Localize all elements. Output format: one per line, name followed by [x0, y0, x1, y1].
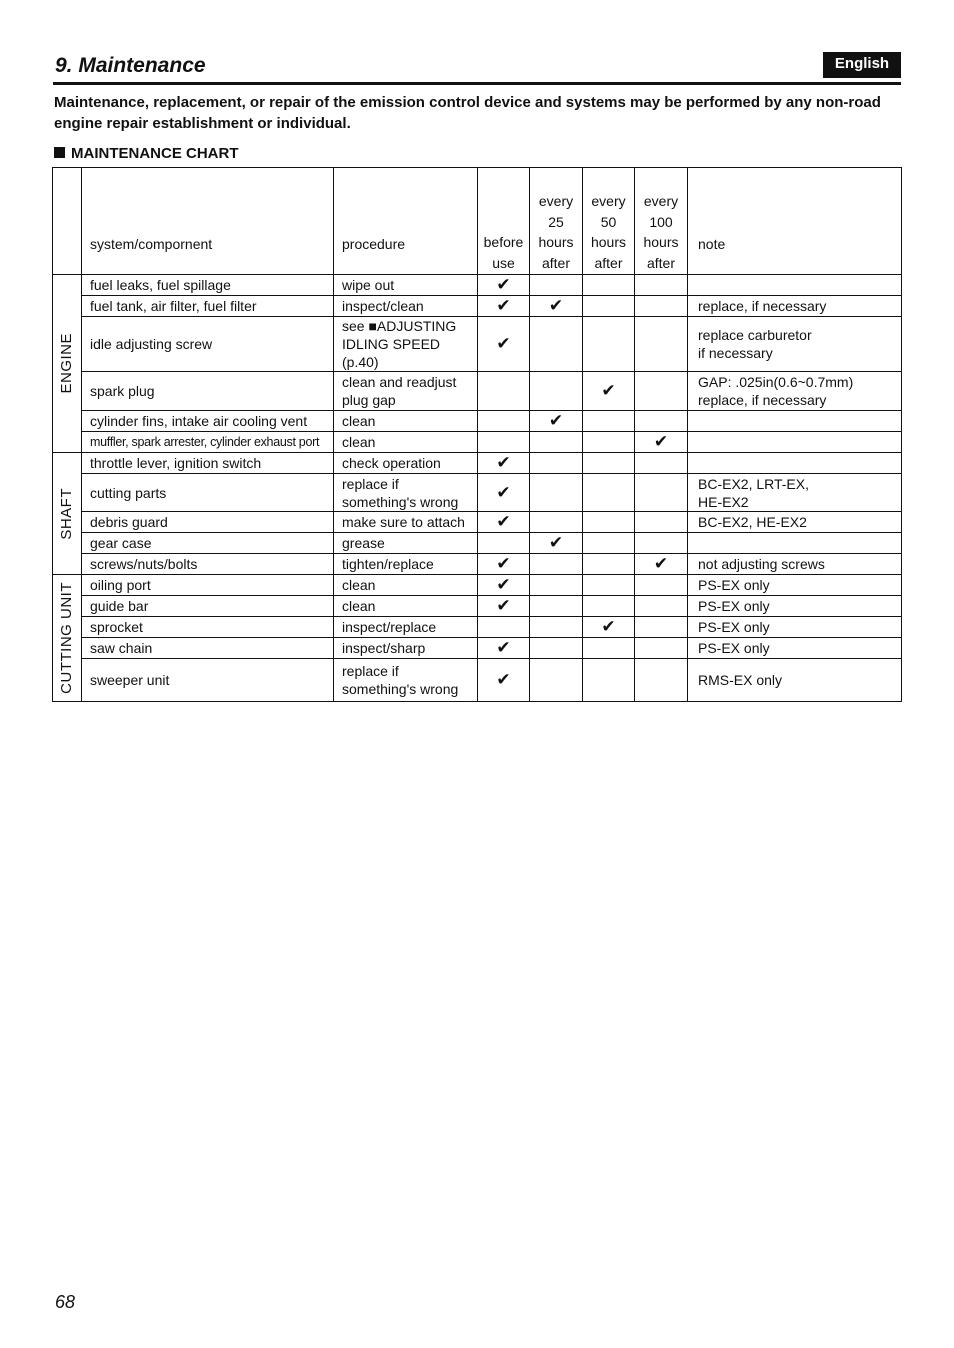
header-every-100	[635, 168, 688, 275]
check-every-100	[635, 474, 688, 512]
check-every-25	[530, 554, 583, 575]
table-row	[53, 617, 902, 638]
table-row	[53, 474, 902, 512]
table-row	[53, 275, 902, 296]
check-every-25	[530, 432, 583, 453]
note-cell	[688, 372, 902, 411]
procedure-cell: inspect/clean	[334, 296, 478, 317]
note-cell: PS-EX only	[688, 638, 902, 659]
check-before-use: ✔	[478, 554, 530, 575]
check-every-100	[635, 575, 688, 596]
check-before-use: ✔	[478, 659, 530, 702]
table-row	[53, 575, 902, 596]
note-cell: not adjusting screws	[688, 554, 902, 575]
note-line: BC-EX2, LRT-EX,	[698, 475, 810, 492]
check-every-50	[583, 659, 635, 702]
check-every-50	[583, 474, 635, 512]
check-every-100	[635, 638, 688, 659]
note-cell: PS-EX only	[688, 575, 902, 596]
system-cell: spark plug	[82, 372, 334, 411]
system-cell: guide bar	[82, 596, 334, 617]
check-every-25	[530, 372, 583, 411]
header-line: after	[646, 254, 675, 271]
section-label-cutting-unit	[53, 575, 82, 702]
check-every-50	[583, 512, 635, 533]
check-before-use	[478, 617, 530, 638]
procedure-cell: clean	[334, 575, 478, 596]
header-line: 25	[548, 213, 564, 230]
chart-heading	[54, 145, 239, 162]
procedure-line: something's wrong	[342, 493, 459, 510]
procedure-cell: clean	[334, 411, 478, 432]
header-line: hours	[643, 234, 679, 250]
header-line: every	[538, 193, 574, 209]
check-every-50	[583, 432, 635, 453]
note-line: GAP: .025in(0.6~0.7mm)	[698, 374, 854, 390]
header-before-use	[478, 168, 530, 275]
header-line: 50	[600, 213, 617, 230]
header-line: hours	[538, 234, 574, 250]
header-system: system/compornent	[82, 168, 334, 275]
section-label-text: ENGINE	[58, 333, 75, 394]
check-every-25	[530, 575, 583, 596]
check-every-50: ✔	[583, 372, 635, 411]
header-line: before	[483, 234, 524, 250]
header-line: use	[492, 254, 515, 271]
header-every-25	[530, 168, 583, 275]
system-cell: gear case	[82, 533, 334, 554]
note-cell: RMS-EX only	[688, 659, 902, 702]
procedure-cell	[334, 474, 478, 512]
header-every-50	[583, 168, 635, 275]
check-every-100: ✔	[635, 554, 688, 575]
note-cell: replace, if necessary	[688, 296, 902, 317]
check-every-50	[583, 596, 635, 617]
system-cell: idle adjusting screw	[82, 317, 334, 372]
procedure-line: clean and readjust	[342, 374, 457, 390]
procedure-line: replace if	[342, 475, 399, 492]
table-row	[53, 453, 902, 474]
note-cell: BC-EX2, HE-EX2	[688, 512, 902, 533]
page-title: 9. Maintenance	[55, 54, 206, 77]
system-cell: sprocket	[82, 617, 334, 638]
note-cell	[688, 453, 902, 474]
header-procedure: procedure	[334, 168, 478, 275]
check-before-use: ✔	[478, 296, 530, 317]
check-every-50	[583, 296, 635, 317]
procedure-cell: check operation	[334, 453, 478, 474]
check-every-25: ✔	[530, 411, 583, 432]
header-line: every	[591, 193, 626, 209]
page-number: 68	[55, 1292, 76, 1312]
table-row	[53, 296, 902, 317]
check-every-100	[635, 275, 688, 296]
header-line: after	[594, 254, 623, 271]
note-cell	[688, 411, 902, 432]
system-cell: oiling port	[82, 575, 334, 596]
procedure-cell: grease	[334, 533, 478, 554]
table-row	[53, 638, 902, 659]
check-every-100	[635, 533, 688, 554]
check-every-50	[583, 411, 635, 432]
check-every-25	[530, 596, 583, 617]
note-cell	[688, 317, 902, 372]
note-line: replace, if necessary	[698, 392, 827, 408]
check-every-50	[583, 575, 635, 596]
check-every-100	[635, 372, 688, 411]
check-every-50	[583, 453, 635, 474]
square-bullet-icon	[54, 147, 65, 158]
system-cell: cutting parts	[82, 474, 334, 512]
note-cell: PS-EX only	[688, 596, 902, 617]
system-cell: throttle lever, ignition switch	[82, 453, 334, 474]
note-cell: PS-EX only	[688, 617, 902, 638]
chart-heading-text: MAINTENANCE CHART	[71, 145, 239, 162]
table-row	[53, 554, 902, 575]
procedure-cell: inspect/sharp	[334, 638, 478, 659]
procedure-cell	[334, 659, 478, 702]
system-cell: cylinder fins, intake air cooling vent	[82, 411, 334, 432]
table-row	[53, 432, 902, 453]
check-every-100	[635, 512, 688, 533]
procedure-line: replace if	[342, 663, 399, 679]
check-every-25	[530, 659, 583, 702]
check-every-100	[635, 617, 688, 638]
table-row	[53, 317, 902, 372]
system-cell: screws/nuts/bolts	[82, 554, 334, 575]
procedure-cell: make sure to attach	[334, 512, 478, 533]
check-every-50	[583, 275, 635, 296]
section-label-shaft	[53, 453, 82, 575]
table-row	[53, 372, 902, 411]
note-line: HE-EX2	[698, 493, 749, 510]
check-every-100: ✔	[635, 432, 688, 453]
procedure-cell: clean	[334, 596, 478, 617]
check-every-25	[530, 453, 583, 474]
header-section-cell	[53, 168, 82, 275]
check-every-25	[530, 275, 583, 296]
procedure-line: plug gap	[342, 392, 396, 408]
header-line: 100	[649, 213, 673, 230]
system-cell: fuel leaks, fuel spillage	[82, 275, 334, 296]
table-row	[53, 512, 902, 533]
note-line: if necessary	[698, 345, 773, 361]
procedure-cell: inspect/replace	[334, 617, 478, 638]
check-before-use: ✔	[478, 474, 530, 512]
header-line: after	[541, 254, 570, 271]
check-every-50	[583, 317, 635, 372]
system-cell: sweeper unit	[82, 659, 334, 702]
procedure-line: see ■ADJUSTING	[342, 318, 457, 334]
check-every-25	[530, 512, 583, 533]
procedure-line: something's wrong	[342, 681, 459, 697]
maintenance-chart	[52, 167, 902, 702]
check-before-use	[478, 372, 530, 411]
note-cell	[688, 474, 902, 512]
check-every-50: ✔	[583, 617, 635, 638]
check-before-use: ✔	[478, 317, 530, 372]
check-before-use: ✔	[478, 453, 530, 474]
check-every-100	[635, 659, 688, 702]
check-before-use	[478, 533, 530, 554]
procedure-cell: tighten/replace	[334, 554, 478, 575]
table-row	[53, 659, 902, 702]
table-row	[53, 411, 902, 432]
check-every-50	[583, 533, 635, 554]
check-every-25: ✔	[530, 533, 583, 554]
table-row	[53, 596, 902, 617]
system-cell: fuel tank, air filter, fuel filter	[82, 296, 334, 317]
check-every-100	[635, 317, 688, 372]
system-cell: muffler, spark arrester, cylinder exhaust port	[82, 432, 334, 453]
system-cell: saw chain	[82, 638, 334, 659]
check-every-100	[635, 596, 688, 617]
procedure-cell	[334, 317, 478, 372]
procedure-cell: clean	[334, 432, 478, 453]
header-note: note	[688, 168, 902, 275]
check-before-use	[478, 411, 530, 432]
section-label-text: CUTTING UNIT	[58, 582, 75, 694]
system-cell: debris guard	[82, 512, 334, 533]
check-every-50	[583, 554, 635, 575]
check-every-100	[635, 411, 688, 432]
check-every-25	[530, 317, 583, 372]
procedure-line: IDLING SPEED (p.40)	[342, 336, 441, 370]
note-cell	[688, 275, 902, 296]
table-row	[53, 533, 902, 554]
procedure-cell	[334, 372, 478, 411]
check-before-use	[478, 432, 530, 453]
header-line: every	[643, 193, 679, 209]
check-every-50	[583, 638, 635, 659]
check-every-100	[635, 453, 688, 474]
title-rule	[53, 82, 901, 85]
check-every-25: ✔	[530, 296, 583, 317]
note-cell	[688, 432, 902, 453]
check-every-25	[530, 474, 583, 512]
check-before-use: ✔	[478, 275, 530, 296]
check-before-use: ✔	[478, 575, 530, 596]
intro-paragraph: Maintenance, replacement, or repair of the emission control device and systems may be performed by any non-road engine repair establishment or individual.	[54, 94, 881, 132]
check-before-use: ✔	[478, 638, 530, 659]
check-every-25	[530, 617, 583, 638]
check-before-use: ✔	[478, 596, 530, 617]
language-badge: English	[823, 52, 901, 78]
check-every-25	[530, 638, 583, 659]
procedure-cell: wipe out	[334, 275, 478, 296]
note-line: replace carburetor	[698, 327, 812, 343]
header-line: hours	[590, 234, 627, 250]
section-label-engine	[53, 275, 82, 453]
note-cell	[688, 533, 902, 554]
check-every-100	[635, 296, 688, 317]
check-before-use: ✔	[478, 512, 530, 533]
section-label-text: SHAFT	[58, 487, 75, 540]
